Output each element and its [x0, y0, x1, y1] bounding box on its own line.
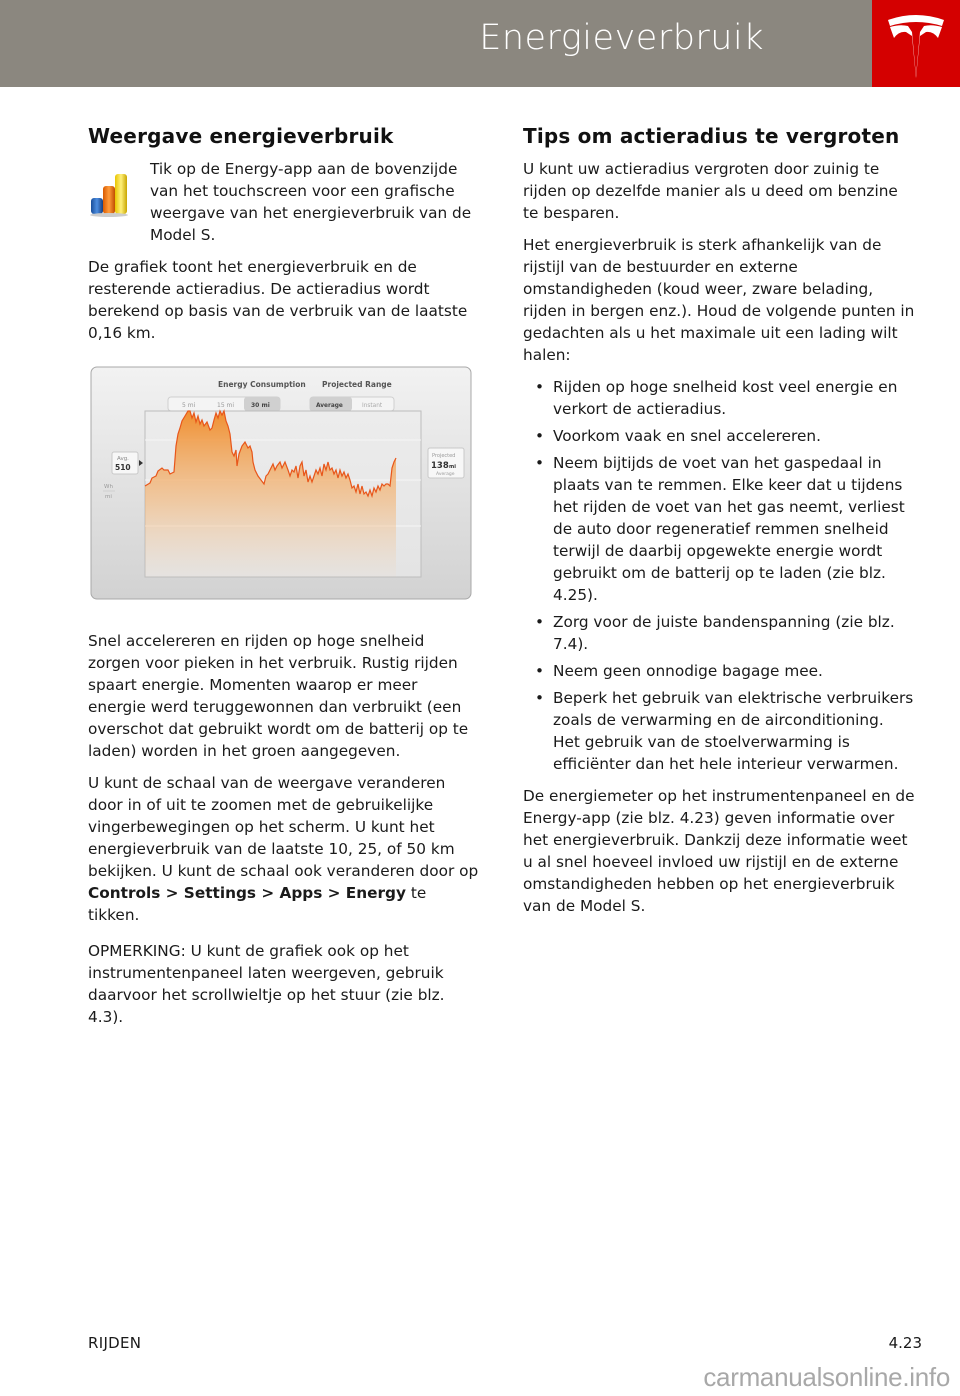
page-title: Energieverbruik	[479, 18, 764, 58]
left-column	[88, 124, 480, 1038]
svg-text:15 mi: 15 mi	[217, 402, 235, 409]
list-item: • Zorg voor de juiste bandenspanning (zie blz. 7.4).	[523, 611, 915, 655]
section-heading-tips: Tips om actieradius te vergroten	[523, 124, 900, 148]
watermark: carmanualsonline.info	[703, 1362, 950, 1392]
svg-text:Instant: Instant	[362, 403, 383, 409]
section-heading-weergave: Weergave energieverbruik	[88, 124, 394, 148]
note-paragraph: OPMERKING: U kunt de grafiek ook op het instrumentenpaneel laten weergeven, gebruik daarvoor het scrollwieltje op het stuur (zie blz. 4.3).	[88, 942, 445, 1026]
paragraph-tips-conditions: Het energieverbruik is sterk afhankelijk van de rijstijl van de bestuurder en externe omstandigheden (koud weer, zware belading, rijden in bergen enz.). Houd de volgende punten in gedachten als u het maximale uit een lading wilt halen:	[523, 236, 915, 364]
settings-path: Controls > Settings > Apps > Energy	[88, 884, 406, 902]
paragraph-scale: U kunt de schaal van de weergave veranderen door in of uit te zoomen met de gebruikelijke vingerbewegingen op het scherm. U kunt het energieverbruik van de laatste 10, 25, of 50 km bekijken. U kunt de schaal ook veranderen door op Controls > Settings > Apps > Energy te tikken.	[88, 774, 479, 924]
right-column	[523, 124, 915, 927]
list-item: • Rijden op hoge snelheid kost veel energie en verkort de actieradius.	[523, 376, 915, 420]
paragraph-energy-meter: De energiemeter op het instrumentenpaneel en de Energy-app (zie blz. 4.23) geven informatie over het energieverbruik. Dankzij deze informatie weet u al snel hoeveel invloed uw rijstijl en de externe omstandigheden hebben op het energieverbruik van de Model S.	[523, 787, 915, 915]
svg-text:138: 138	[431, 461, 449, 471]
svg-text:510: 510	[115, 463, 131, 472]
footer-section: RIJDEN	[88, 1334, 142, 1352]
list-item: • Voorkom vaak en snel accelereren.	[523, 425, 915, 447]
svg-text:mi: mi	[449, 464, 456, 470]
footer-page-number: 4.23	[888, 1334, 922, 1352]
svg-text:Average: Average	[436, 472, 455, 477]
paragraph-peaks: Snel accelereren en rijden op hoge snelheid zorgen voor pieken in het verbruik. Rustig rijden spaart energie. Momenten waarop er meer energie werd teruggewonnen dan verbruikt (een overschot dat gebruikt wordt om de batterij op te laden) worden in het groen aangegeven.	[88, 632, 469, 760]
energy-app-icon	[88, 172, 130, 218]
energy-app-screenshot	[90, 366, 472, 602]
list-item: • Neem bijtijds de voet van het gaspedaal in plaats van te remmen. Elke keer dat u tijdens het rijden de voet van het gas neemt, verliest de auto door regeneratief remmen snelheid terwijl de daarbij opgewekte energie wordt gebruikt om de batterij op te laden (zie blz. 4.25).	[523, 452, 915, 606]
svg-text:Average: Average	[316, 403, 343, 409]
svg-text:30 mi: 30 mi	[251, 402, 270, 409]
svg-text:Projected: Projected	[432, 453, 456, 459]
svg-text:Projected Range: Projected Range	[322, 380, 392, 389]
tesla-logo-box	[872, 0, 960, 87]
paragraph-tips-intro: U kunt uw actieradius vergroten door zuinig te rijden op dezelfde manier als u deed om benzine te besparen.	[523, 160, 898, 222]
intro-text: Tik op de Energy-app aan de bovenzijde van het touchscreen voor een grafische weergave van het energieverbruik van de Model S.	[150, 160, 472, 244]
svg-text:Avg.: Avg.	[117, 456, 129, 462]
svg-text:Energy Consumption: Energy Consumption	[218, 380, 306, 389]
list-item: • Beperk het gebruik van elektrische verbruikers zoals de verwarming en de airconditioning. Het gebruik van de stoelverwarming is efficiënter dan het hele interieur verwarmen.	[523, 687, 915, 775]
intro-block	[88, 158, 480, 246]
tesla-logo-icon	[886, 10, 946, 78]
header-bar	[0, 0, 872, 87]
tips-list	[523, 376, 915, 775]
svg-text:5 mi: 5 mi	[182, 402, 196, 409]
list-item: • Neem geen onnodige bagage mee.	[523, 660, 915, 682]
svg-text:mi: mi	[105, 494, 112, 500]
paragraph-graph-description: De grafiek toont het energieverbruik en de resterende actieradius. De actieradius wordt berekend op basis van de verbruik van de laatste 0,16 km.	[88, 258, 468, 342]
svg-text:Wh: Wh	[104, 484, 113, 490]
energy-chart-figure	[90, 366, 472, 602]
